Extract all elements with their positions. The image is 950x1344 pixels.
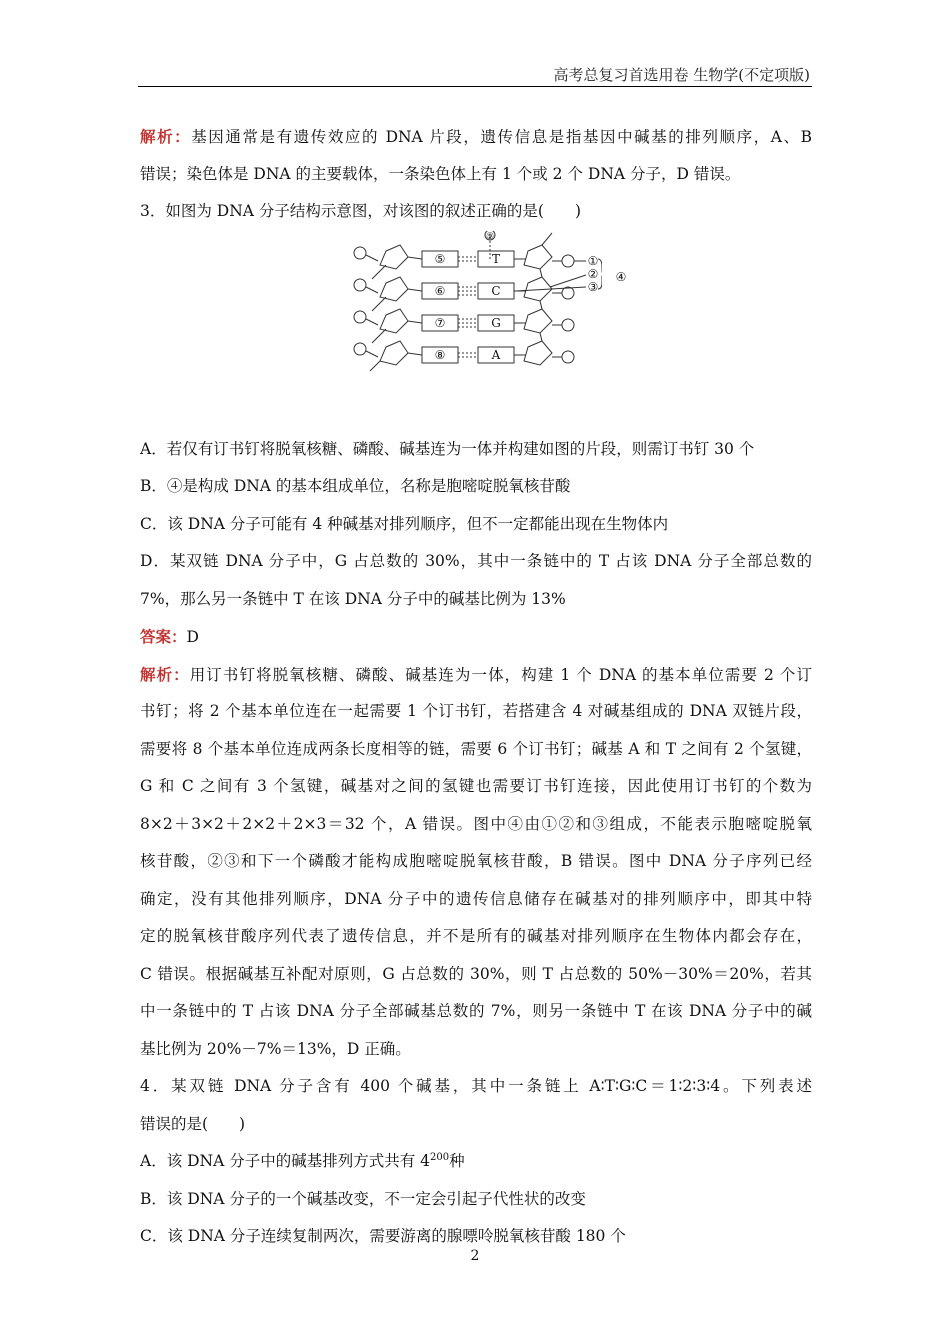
phosphate-right-3 bbox=[562, 319, 574, 331]
deoxyribose-left-1 bbox=[380, 245, 408, 269]
deoxyribose-right-4 bbox=[524, 341, 552, 365]
callout-label-2: ② bbox=[587, 266, 599, 281]
deoxyribose-left-4 bbox=[380, 341, 408, 365]
q4-option-b: B．该 DNA 分子的一个碱基改变，不一定会引起子代性状的改变 bbox=[140, 1189, 586, 1208]
question-4-stem-line-2: 错误的是( ) bbox=[140, 1114, 246, 1133]
answer-line bbox=[140, 618, 812, 656]
analysis-line-3: 需要将 8 个基本单位连成两条长度相等的链，需要 6 个订书钉；碱基 A 和 T 之间有 2 个氢键， bbox=[140, 739, 812, 758]
option-a: A．若仅有订书钉将脱氧核糖、磷酸、碱基连为一体并构建如图的片段，则需订书钉 30 个 bbox=[140, 439, 755, 458]
analysis-line-8: 定的脱氧核苷酸序列代表了遗传信息，并不是所有的碱基对排列顺序在生物体内都会存在， bbox=[140, 927, 812, 945]
page-header-title: 高考总复习首选用卷 生物学(不定项版) bbox=[553, 66, 810, 84]
deoxyribose-right-3 bbox=[524, 309, 552, 333]
analysis-line-10: 中一条链中的 T 占该 DNA 分子全部碱基总数的 7%，则另一条链中 T 在该 DNA 分子中的碱 bbox=[140, 1002, 812, 1020]
deoxyribose-left-3 bbox=[380, 309, 408, 333]
option-d-line-1: D．某双链 DNA 分子中，G 占总数的 30%，其中一条链中的 T 占该 DNA 分子全部总数的 bbox=[140, 552, 812, 570]
analysis-text-1: 用订书钉将脱氧核糖、磷酸、碱基连为一体，构建 1 个 DNA 的基本单位需要 2 个订 bbox=[189, 665, 812, 684]
base-pair-row-1 bbox=[354, 233, 574, 269]
left-label-2: ⑥ bbox=[434, 283, 446, 298]
phosphate-left-4 bbox=[354, 343, 366, 355]
analysis-line-11: 基比例为 20%－7%＝13%，D 正确。 bbox=[140, 1039, 411, 1058]
phosphate-left-2 bbox=[354, 279, 366, 291]
callout-brace bbox=[598, 259, 602, 289]
page-content bbox=[140, 118, 812, 1256]
callout-label-3: ③ bbox=[587, 279, 599, 294]
callout-label-1: ① bbox=[587, 253, 599, 268]
base-pair-row-2 bbox=[354, 265, 574, 301]
deoxyribose-right-1 bbox=[524, 245, 552, 269]
deoxyribose-left-2 bbox=[380, 277, 408, 301]
option-b: B．④是构成 DNA 的基本组成单位，名称是胞嘧啶脱氧核苷酸 bbox=[140, 477, 571, 495]
phosphate-right-1 bbox=[562, 255, 574, 267]
base-pair-row-3 bbox=[354, 297, 574, 333]
right-label-4: A bbox=[491, 347, 501, 362]
analysis-label-2: 解析： bbox=[140, 664, 190, 684]
analysis-line-1 bbox=[140, 656, 812, 694]
analysis-line-7: 确定，没有其他排列顺序，DNA 分子中的遗传信息储存在碱基对的排列顺序中，即其中特 bbox=[140, 889, 812, 908]
phosphate-right-2 bbox=[562, 287, 574, 299]
dna-structure-figure bbox=[140, 231, 812, 431]
brace-label-holder bbox=[611, 267, 631, 287]
analysis-line-6: 核苷酸，②③和下一个磷酸才能构成胞嘧啶脱氧核苷酸，B 错误。图中 DNA 分子序列已经 bbox=[140, 852, 812, 870]
q4-option-a-suffix: 种 bbox=[449, 1152, 465, 1170]
page-number: 2 bbox=[470, 1248, 480, 1264]
callout-leader-2 bbox=[550, 275, 586, 287]
question-3-stem: 3．如图为 DNA 分子结构示意图，对该图的叙述正确的是( ) bbox=[140, 202, 581, 220]
question-4-stem-line-1: 4．某双链 DNA 分子含有 400 个碱基，其中一条链上 A∶T∶G∶C＝1∶2∶3∶4。下列表述 bbox=[140, 1077, 812, 1095]
base-pair-row-4 bbox=[354, 329, 574, 371]
analysis-line-5: 8×2＋3×2＋2×2＋2×3＝32 个，A 错误。图中④由①②和③组成，不能表示胞嘧啶脱氧 bbox=[140, 814, 812, 833]
analysis-line-4: G 和 C 之间有 3 个氢键，碱基对之间的氢键也需要订书钉连接，因此使用订书钉的个数为 bbox=[140, 777, 812, 795]
dna-diagram bbox=[350, 231, 602, 427]
q4-option-a bbox=[140, 1143, 812, 1181]
q4-option-a-text: A．该 DNA 分子中的碱基排列方式共有 4 bbox=[140, 1152, 431, 1170]
phosphate-right-4 bbox=[562, 351, 574, 363]
left-label-4: ⑧ bbox=[434, 347, 446, 362]
q4-option-a-exponent: 200 bbox=[430, 1151, 450, 1163]
analysis-line-9: C 错误。根据碱基互补配对原则，G 占总数的 30%，则 T 占总数的 50%－30%＝20%，若其 bbox=[140, 964, 812, 983]
prev-analysis-line-1 bbox=[140, 118, 812, 156]
phosphate-left-1 bbox=[354, 247, 366, 259]
right-label-1: T bbox=[491, 251, 501, 266]
right-label-2: C bbox=[491, 283, 501, 298]
brace-label: ④ bbox=[615, 269, 627, 284]
option-d-line-2: 7%，那么另一条链中 T 在该 DNA 分子中的碱基比例为 13% bbox=[140, 589, 566, 608]
option-c: C．该 DNA 分子可能有 4 种碱基对排列顺序，但不一定都能出现在生物体内 bbox=[140, 514, 669, 533]
left-label-3: ⑦ bbox=[434, 315, 446, 330]
analysis-line-2: 书钉；将 2 个基本单位连在一起需要 1 个订书钉，若搭建含 4 对碱基组成的 DNA 双链片段， bbox=[140, 702, 812, 720]
prev-analysis-text: 基因通常是有遗传效应的 DNA 片段，遗传信息是指基因中碱基的排列顺序，A、B bbox=[191, 128, 812, 146]
answer-label: 答案： bbox=[140, 627, 187, 646]
left-label-1: ⑤ bbox=[434, 251, 446, 266]
right-label-3: G bbox=[491, 315, 501, 330]
marker-9-label: ⑨ bbox=[485, 231, 495, 242]
phosphate-left-3 bbox=[354, 311, 366, 323]
answer-value: D bbox=[186, 628, 199, 646]
header-rule bbox=[138, 86, 812, 87]
analysis-label: 解析： bbox=[140, 127, 192, 146]
q4-option-c: C．该 DNA 分子连续复制两次，需要游离的腺嘌呤脱氧核苷酸 180 个 bbox=[140, 1227, 626, 1245]
prev-analysis-line-2: 错误；染色体是 DNA 的主要载体，一条染色体上有 1 个或 2 个 DNA 分子，D 错误。 bbox=[140, 164, 741, 183]
